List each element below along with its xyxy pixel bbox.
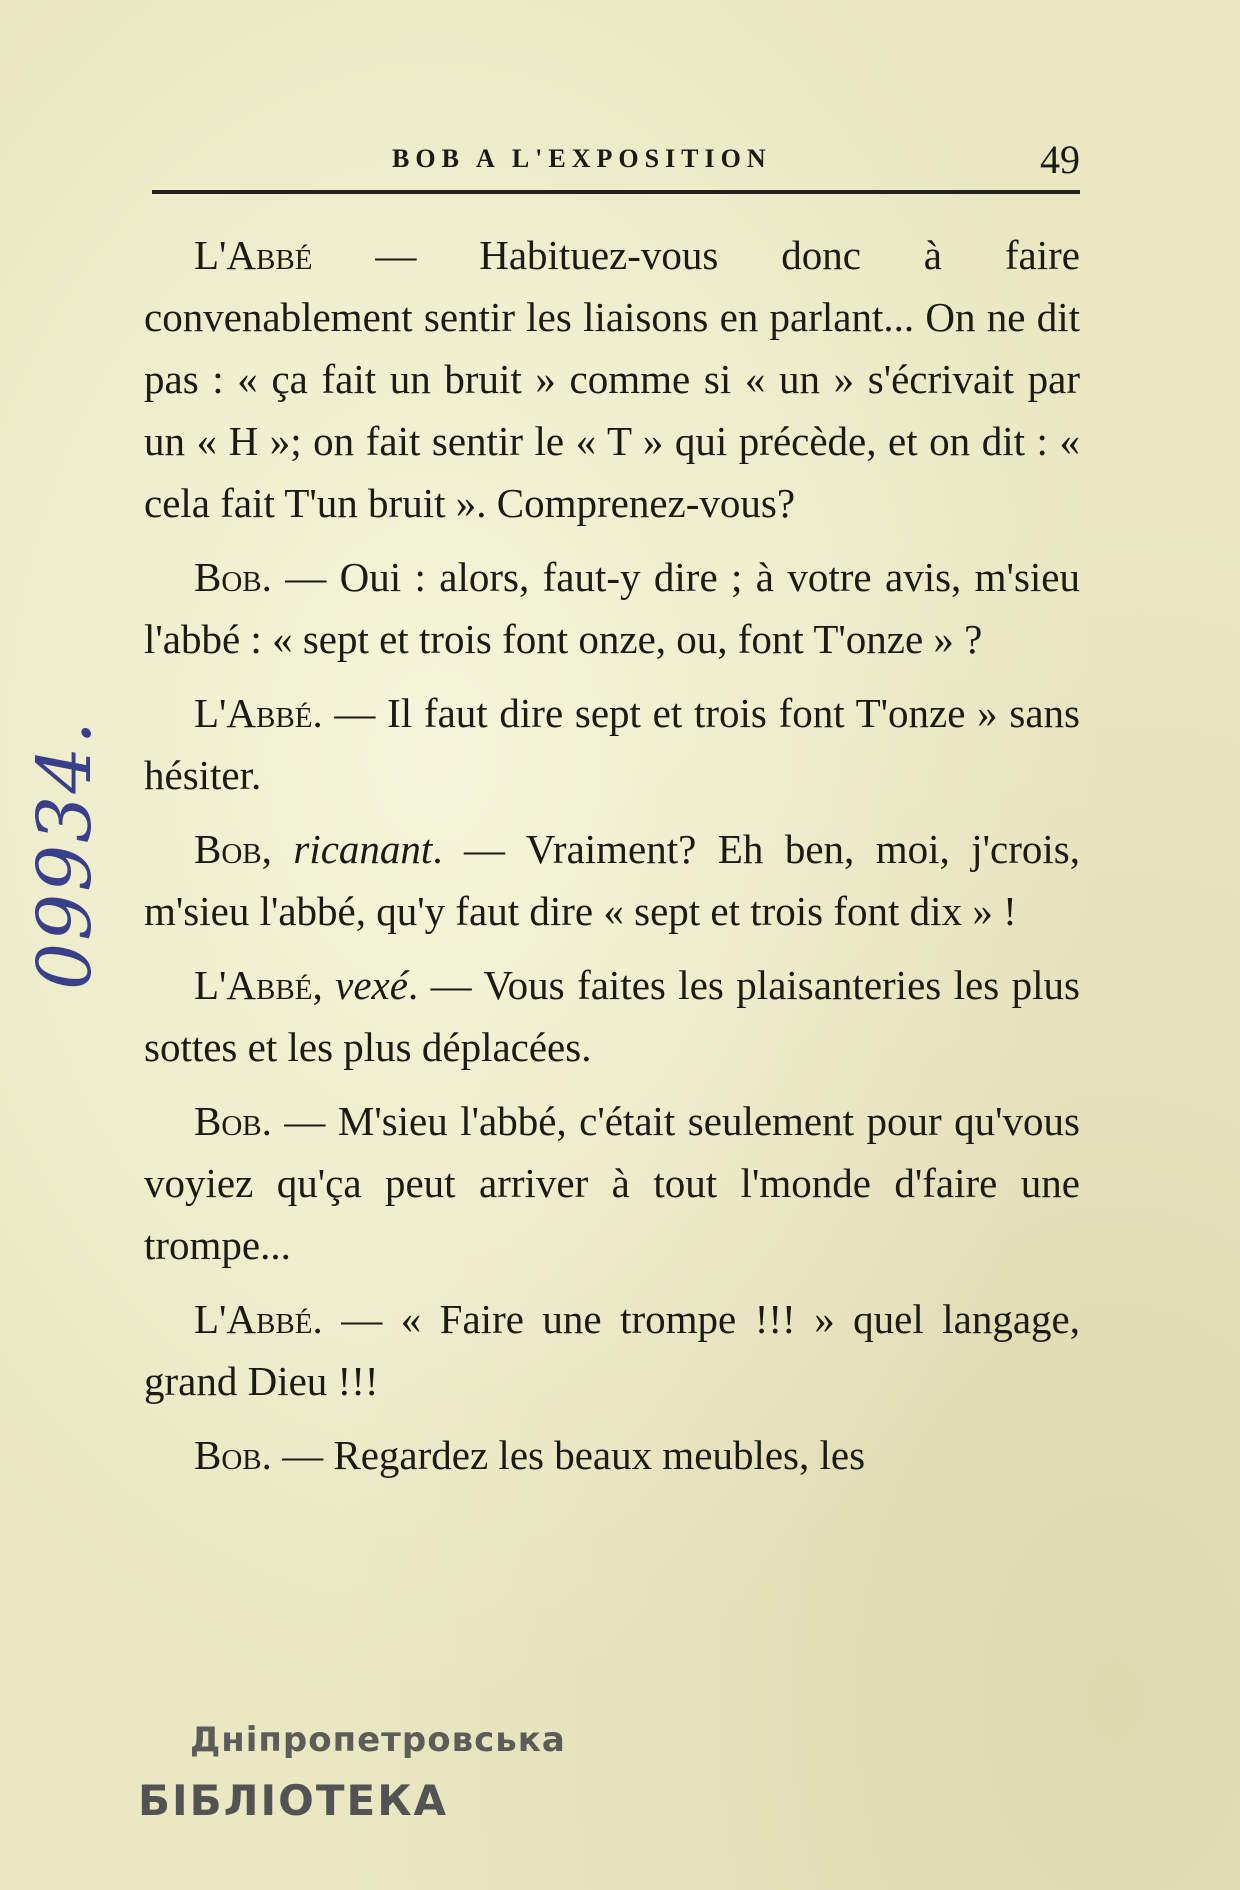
line-text: . — Regardez les beaux meubles, les xyxy=(261,1432,866,1478)
dialogue-paragraph xyxy=(144,1288,1080,1412)
speaker: Bob xyxy=(194,1098,262,1144)
page-number: 49 xyxy=(1040,137,1080,182)
library-stamp xyxy=(138,1720,628,1840)
dialogue-paragraph xyxy=(144,224,1080,534)
body-text xyxy=(144,224,1080,1498)
line-text: . — Vraiment? Eh ben, moi, j'crois, m'sieu l'abbé, qu'y faut dire « sept et trois font dix » ! xyxy=(144,826,1081,934)
line-text: . — « Faire une trompe !!! » quel langage, grand Dieu !!! xyxy=(144,1296,1080,1404)
line-text: . — Vous faites les plaisanteries les plus sottes et les plus déplacées. xyxy=(144,962,1081,1070)
header-rule xyxy=(152,190,1080,194)
line-text: . — Il faut dire sept et trois font T'onze » sans hésiter. xyxy=(144,690,1080,798)
line-text: . — Oui : alors, faut-y dire ; à votre avis, m'sieu l'abbé : « sept et trois font onze, ou, font T'onze » ? xyxy=(144,554,1080,662)
speaker: Bob xyxy=(194,554,262,600)
line-text: . — M'sieu l'abbé, c'était seulement pour qu'vous voyiez qu'ça peut arriver à tout l'monde d'faire une trompe... xyxy=(144,1098,1080,1268)
running-head xyxy=(152,136,1080,186)
stage-direction: vexé xyxy=(335,962,408,1008)
speaker: L'Abbé xyxy=(194,232,313,278)
speaker: L'Abbé xyxy=(194,1296,313,1342)
dialogue-paragraph xyxy=(144,682,1080,806)
dialogue-paragraph xyxy=(144,546,1080,670)
speaker: Bob xyxy=(194,1432,262,1478)
speaker: L'Abbé xyxy=(194,962,313,1008)
dialogue-paragraph: L'Abbé, vexé. — Vous faites les plaisanteries les plus sottes et les plus déplacées. xyxy=(144,962,1081,1070)
stamp-line-2: БІБЛІОТЕКА xyxy=(138,1776,449,1825)
stamp-line-1: Дніпропетровська xyxy=(190,1720,566,1760)
dialogue-paragraph xyxy=(144,1090,1080,1276)
line-text: — Habituez-vous donc à faire convenablement sentir les liaisons en parlant... On ne dit pas : « ça fait un bruit » comme si « un » s'écrivait par un « H »; on fait sentir le « T » qui précède, et on dit : « cela fait T'un bruit ». Comprenez-vous? xyxy=(144,232,1080,526)
dialogue-paragraph: Bob, ricanant. — Vraiment? Eh ben, moi, j'crois, m'sieu l'abbé, qu'y faut dire « sept et trois font dix » ! xyxy=(144,826,1081,934)
speaker: L'Abbé xyxy=(194,690,313,736)
speaker: Bob xyxy=(194,826,262,872)
stage-direction: ricanant xyxy=(293,826,433,872)
handwritten-inventory-number: 09934. xyxy=(22,719,108,990)
running-title: BOB A L'EXPOSITION xyxy=(392,144,772,173)
dialogue-paragraph xyxy=(144,1424,1080,1486)
